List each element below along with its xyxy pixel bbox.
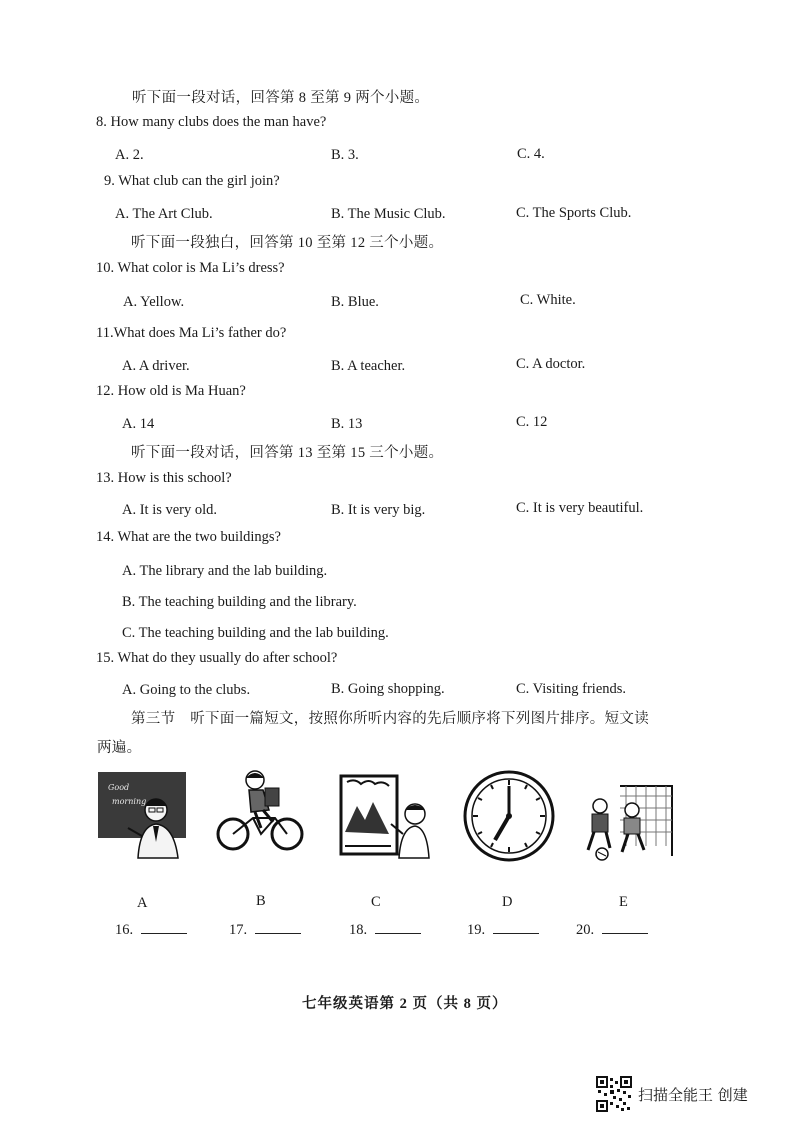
question-13-stem: 13. How is this school? [96,470,232,486]
question-10-stem: 10. What color is Ma Li’s dress? [96,260,285,276]
question-9-option-b: B. The Music Club. [331,206,446,222]
question-10-option-b: B. Blue. [331,294,379,310]
answer-line-20[interactable] [602,921,648,934]
answer-blank-18[interactable] [349,921,421,939]
question-15-option-a: A. Going to the clubs. [122,682,251,698]
answer-line-18[interactable] [375,921,421,934]
question-12-option-a: A. 14 [122,416,155,432]
answer-line-17[interactable] [255,921,301,934]
question-11-stem: 11.What does Ma Li’s father do? [96,325,287,341]
question-12-option-c: C. 12 [516,414,548,430]
picture-c-painting [335,772,430,860]
question-12-option-b: B. 13 [331,416,363,432]
question-11-option-c: C. A doctor. [516,356,586,372]
answer-blank-19[interactable] [467,921,539,939]
qr-code-icon [596,1076,632,1112]
question-10-option-a: A. Yellow. [123,294,185,310]
answer-number-17: 17. [229,922,248,938]
question-12-stem: 12. How old is Ma Huan? [96,383,246,399]
question-8-option-c: C. 4. [517,146,545,162]
question-14-option-b: B. The teaching building and the library. [122,594,357,610]
question-11-option-b: B. A teacher. [331,358,406,374]
question-8-stem: 8. How many clubs does the man have? [96,114,327,130]
picture-b-bicycle [215,766,305,856]
blackboard-text-1: Good [108,783,130,792]
picture-e-football [580,776,675,862]
picture-label-e: E [619,894,628,910]
picture-d-clock [463,770,555,862]
scanner-watermark: 扫描全能王 创建 [638,1086,748,1104]
question-9-option-c: C. The Sports Club. [516,205,632,221]
question-9-option-a: A. The Art Club. [115,206,213,222]
picture-label-c: C [371,894,381,910]
picture-label-b: B [256,893,266,909]
question-15-stem: 15. What do they usually do after school? [96,650,338,666]
instruction-q10-12: 听下面一段独白，回答第 10 至第 12 三个小题。 [131,235,444,251]
question-10-option-c: C. White. [520,292,576,308]
picture-a-teacher [98,770,188,860]
question-15-option-c: C. Visiting friends. [516,681,627,697]
picture-label-d: D [502,894,513,910]
section-3-instruction: 第三节 听下面一篇短文，按照你所听内容的先后顺序将下列图片排序。短文读 [131,711,649,727]
picture-label-a: A [137,895,148,911]
question-9-stem: 9. What club can the girl join? [104,173,280,189]
question-14-option-a: A. The library and the lab building. [122,563,328,579]
question-13-option-c: C. It is very beautiful. [516,500,644,516]
question-8-option-b: B. 3. [331,147,359,163]
question-15-option-b: B. Going shopping. [331,681,445,697]
answer-blank-17[interactable] [229,921,301,939]
instruction-q8-9: 听下面一段对话，回答第 8 至第 9 两个小题。 [132,90,430,106]
answer-line-16[interactable] [141,921,187,934]
question-8-option-a: A. 2. [115,147,144,163]
question-14-option-c: C. The teaching building and the lab building. [122,625,389,641]
answer-line-19[interactable] [493,921,539,934]
answer-blank-20[interactable] [576,921,648,939]
question-14-stem: 14. What are the two buildings? [96,529,281,545]
answer-number-16: 16. [115,922,134,938]
instruction-q13-15: 听下面一段对话，回答第 13 至第 15 三个小题。 [131,445,444,461]
question-13-option-a: A. It is very old. [122,502,218,518]
question-13-option-b: B. It is very big. [331,502,426,518]
answer-number-19: 19. [467,922,486,938]
answer-number-20: 20. [576,922,595,938]
question-11-option-a: A. A driver. [122,358,190,374]
answer-blank-16[interactable] [115,921,187,939]
blackboard-text-2: morning [112,797,147,806]
section-3-instruction-continued: 两遍。 [97,740,142,756]
page-footer: 七年级英语第 2 页（共 8 页） [302,996,508,1012]
answer-number-18: 18. [349,922,368,938]
